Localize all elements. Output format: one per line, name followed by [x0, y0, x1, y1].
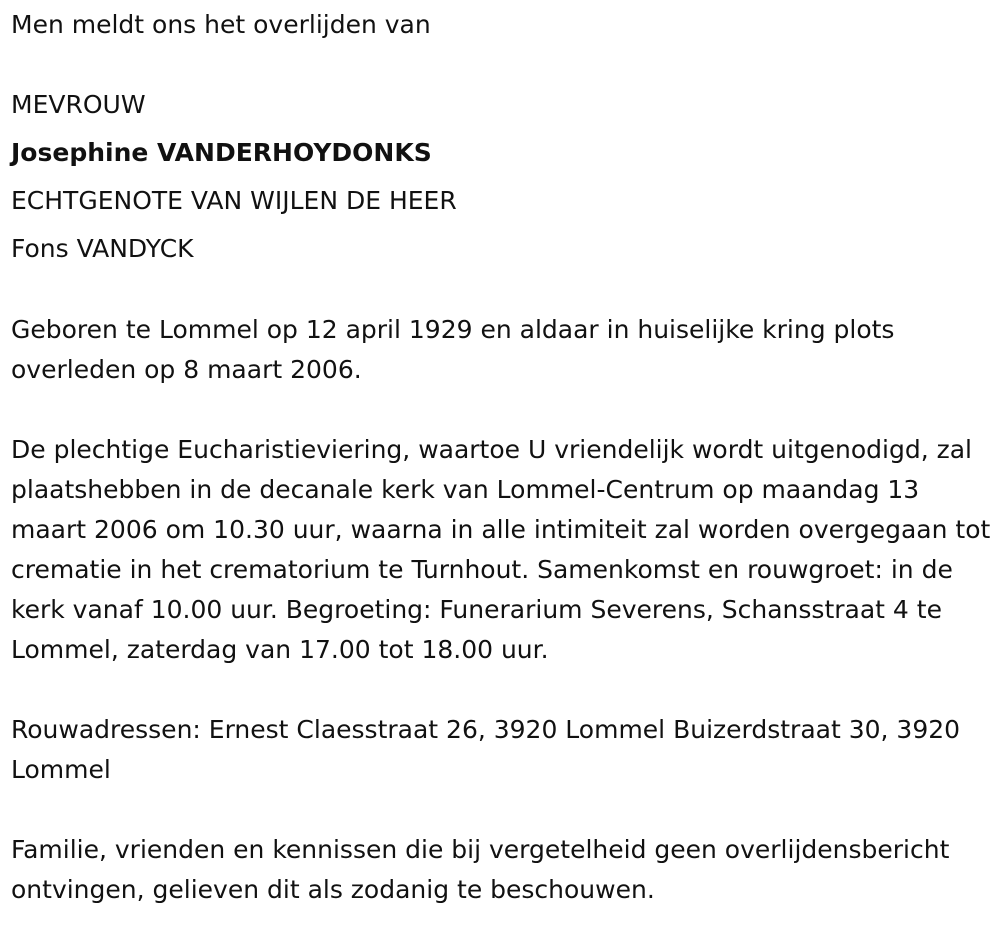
deceased-name: Josephine VANDERHOYDONKS — [11, 138, 432, 167]
intro-text: Men meldt ons het overlijden van — [11, 10, 431, 39]
spouse-name: Fons VANDYCK — [11, 234, 194, 263]
birth-death-paragraph: Geboren te Lommel op 12 april 1929 en aldaar in huiselijke kring plots overleden op 8 maart 2006. — [11, 315, 895, 384]
closing-paragraph: Familie, vrienden en kennissen die bij vergetelheid geen overlijdensbericht ontvingen, gelieven dit als zodanig te beschouwen. — [11, 835, 950, 904]
honorific: MEVROUW — [11, 90, 146, 119]
ceremony-paragraph: De plechtige Eucharistieviering, waartoe U vriendelijk wordt uitgenodigd, zal plaatshebben in de decanale kerk van Lommel-Centrum op maandag 13 maart 2006 om 10.30 uur, waarna in alle intimiteit zal worden overgegaan tot crematie in het crematorium te Turnhout. Samenkomst en rouwgroet: in de kerk vanaf 10.00 uur. Begroeting: Funerarium Severens, Schansstraat 4 te Lommel, zaterdag van 17.00 tot 18.00 uur. — [11, 435, 991, 664]
addresses-paragraph: Rouwadressen: Ernest Claesstraat 26, 3920 Lommel Buizerdstraat 30, 3920 Lommel — [11, 715, 961, 784]
relation-text: ECHTGENOTE VAN WIJLEN DE HEER — [11, 186, 457, 215]
